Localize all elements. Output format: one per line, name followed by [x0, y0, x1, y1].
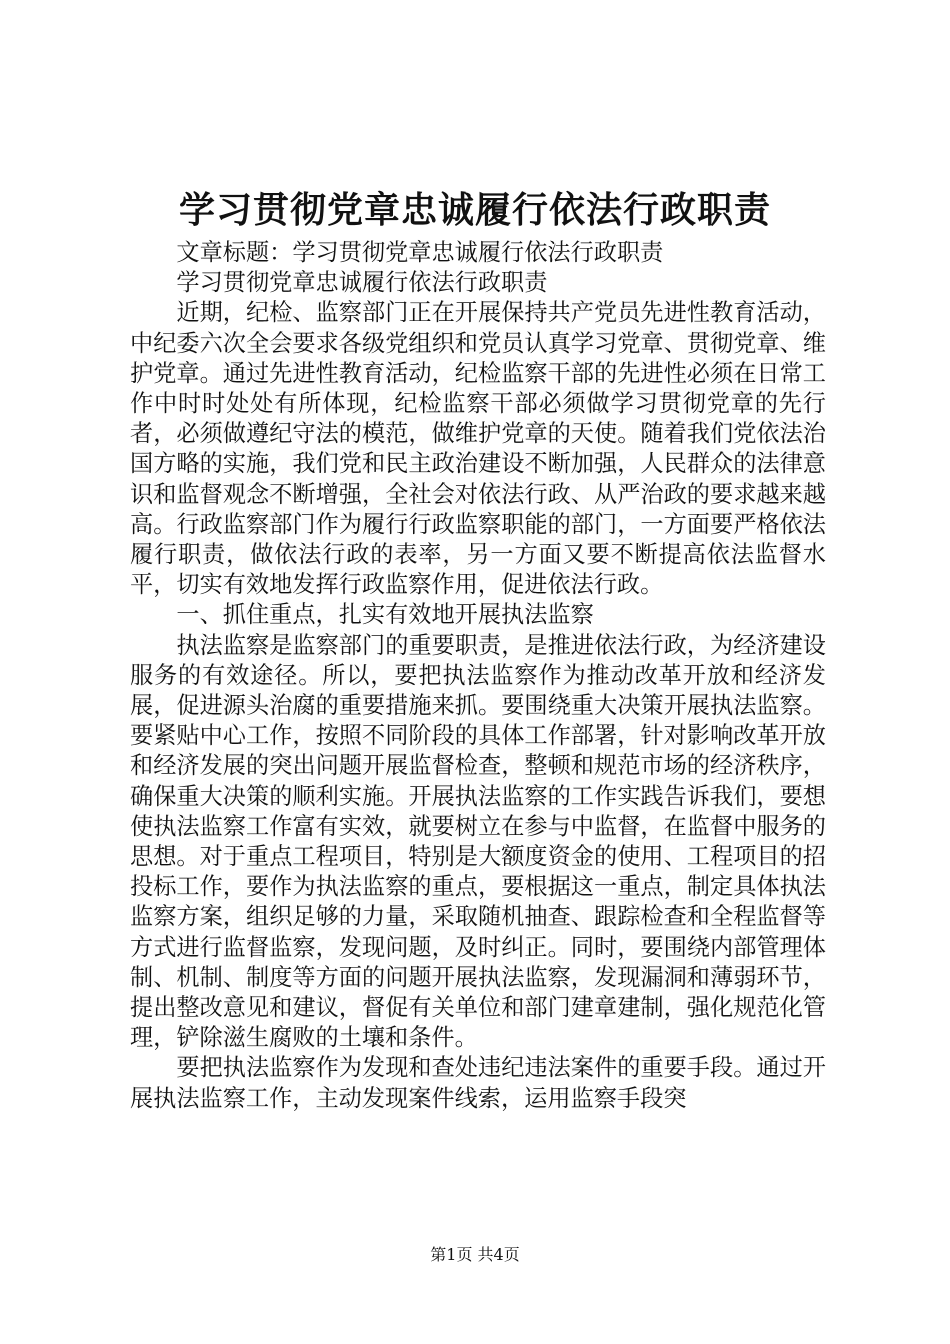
document-body [130, 238, 826, 1114]
section-heading-1: 一、抓住重点，扎实有效地开展执法监察 [176, 601, 594, 629]
document-title: 学习贯彻党章忠诚履行依法行政职责 [178, 189, 771, 231]
body-paragraph: 执法监察是监察部门的重要职责，是推进依法行政，为经济建设服务的有效途径。所以，要把执法监察作为推动改革开放和经济发展，促进源头治腐的重要措施来抓。要围绕重大决策开展执法监察。要紧贴中心工作，按照不同阶段的具体工作部署，针对影响改革开放和经济发展的突出问题开展监督检查，整顿和规范市场的经济秩序，确保重大决策的顺利实施。开展执法监察的工作实践告诉我们，要想使执法监察工作富有实效，就要树立在参与中监督，在监督中服务的思想。对于重点工程项目，特别是大额度资金的使用、工程项目的招投标工作，要作为执法监察的重点，要根据这一重点，制定具体执法监察方案，组织足够的力量，采取随机抽查、跟踪检查和全程监督等方式进行监督监察，发现问题，及时纠正。同时，要围绕内部管理体制、机制、制度等方面的问题开展执法监察，发现漏洞和薄弱环节，提出整改意见和建议，督促有关单位和部门建章建制，强化规范化管理，铲除滋生腐败的土壤和条件。 [130, 631, 826, 1052]
body-paragraph: 要把执法监察作为发现和查处违纪违法案件的重要手段。通过开展执法监察工作，主动发现案件线索，运用监察手段突 [130, 1054, 826, 1112]
intro-paragraph: 近期，纪检、监察部门正在开展保持共产党员先进性教育活动，中纪委六次全会要求各级党组织和党员认真学习党章、贯彻党章、维护党章。通过先进性教育活动，纪检监察干部的先进性必须在日常工作中时时处处有所体现，纪检监察干部必须做学习贯彻党章的先行者，必须做遵纪守法的模范，做维护党章的天使。随着我们党依法治国方略的实施，我们党和民主政治建设不断加强，人民群众的法律意识和监督观念不断增强，全社会对依法行政、从严治政的要求越来越高。行政监察部门作为履行行政监察职能的部门，一方面要严格依法履行职责，做依法行政的表率，另一方面又要不断提高依法监督水平，切实有效地发挥行政监察作用，促进依法行政。 [130, 299, 826, 599]
article-subtitle-line: 学习贯彻党章忠诚履行依法行政职责 [176, 269, 548, 297]
article-title-line: 文章标题：学习贯彻党章忠诚履行依法行政职责 [176, 239, 664, 266]
page-footer: 第1页 共4页 [430, 1245, 520, 1264]
